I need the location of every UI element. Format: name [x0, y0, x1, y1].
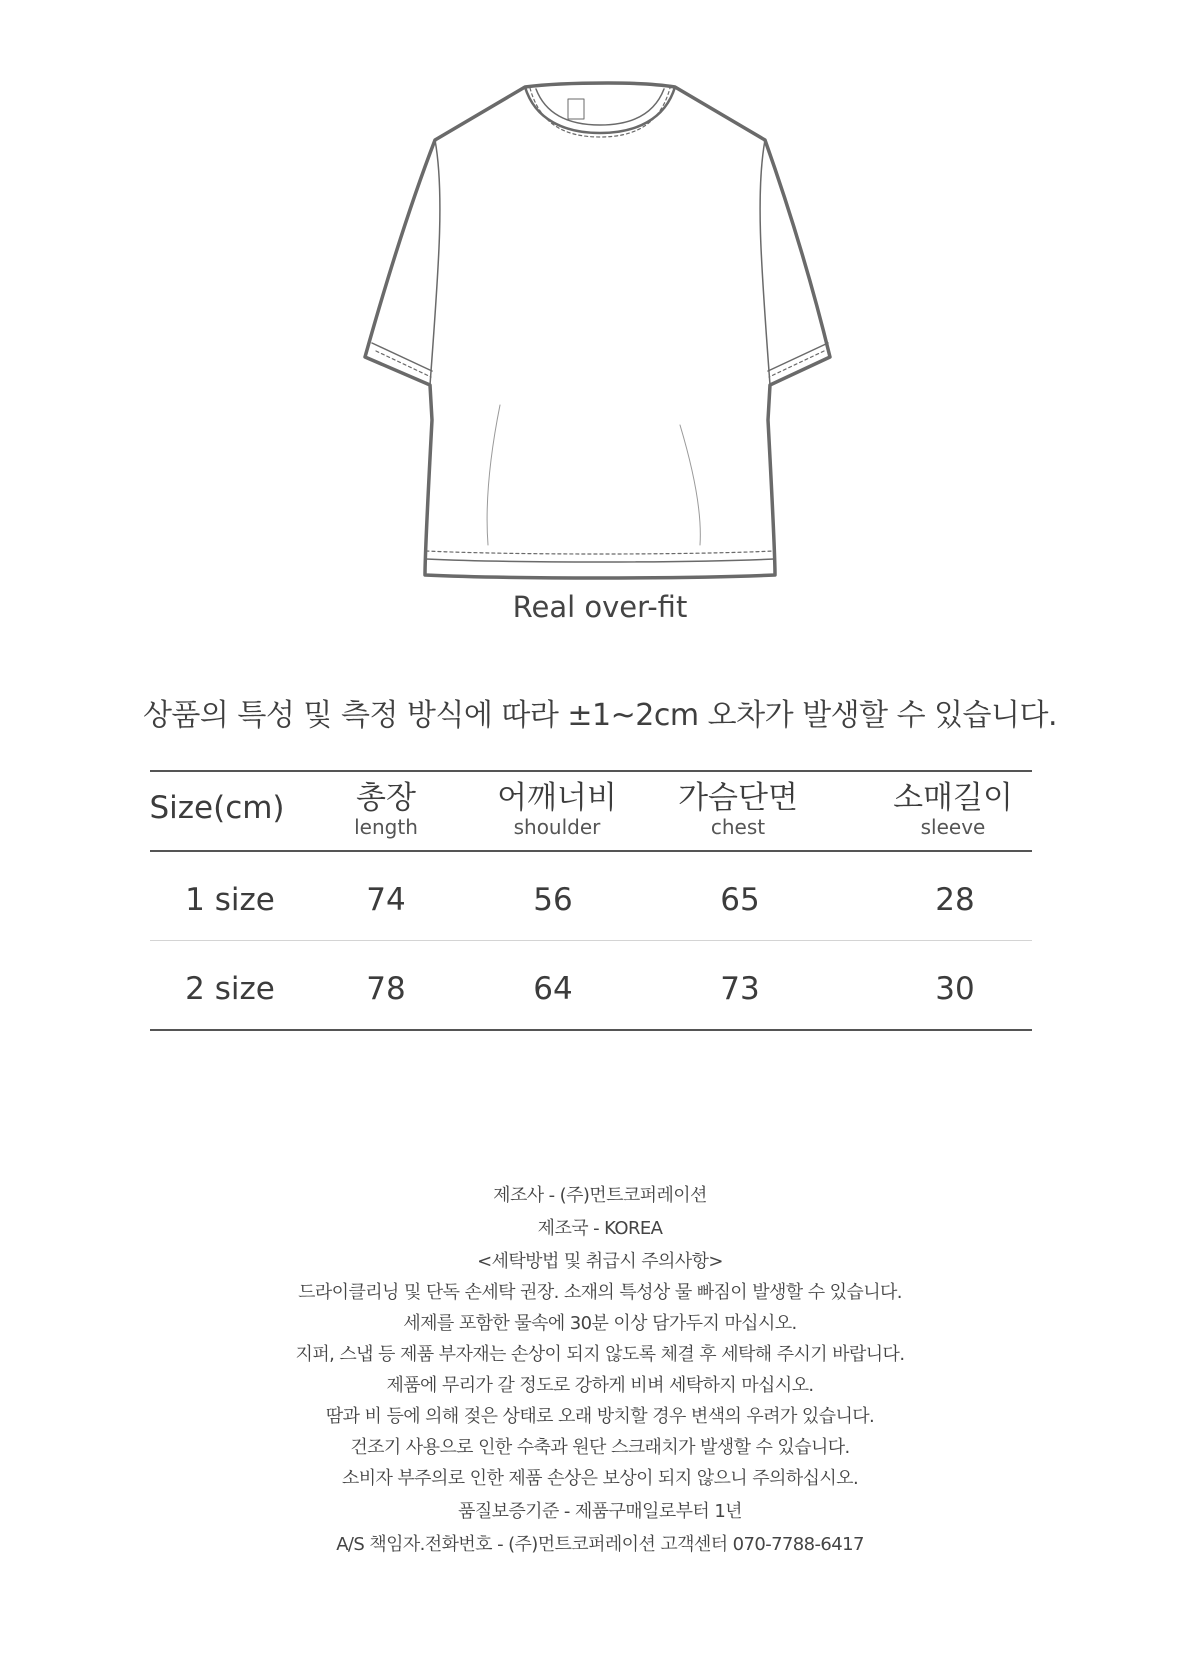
- manufacturer-text: 제조사 - (주)먼트코퍼레이션: [493, 1185, 707, 1206]
- length-cell: 78: [366, 971, 406, 1007]
- sleeve-header-ko: 소매길이: [893, 780, 1013, 816]
- measurement-notice: 상품의 특성 및 측정 방식에 따라 ±1~2cm 오차가 발생할 수 있습니다.: [142, 698, 1058, 733]
- shoulder-header-en: shoulder: [513, 815, 601, 839]
- table-row: [150, 941, 1032, 1029]
- table-header-row: [150, 772, 1032, 850]
- care-line: 세제를 포함한 물속에 30분 이상 담가두지 마십시오.: [403, 1313, 797, 1334]
- size-cell: 1 size: [185, 882, 275, 918]
- country-text: 제조국 - KOREA: [537, 1218, 663, 1239]
- chest-header: [678, 772, 798, 838]
- chest-header-en: chest: [710, 815, 766, 839]
- chest-header-ko: 가슴단면: [678, 780, 798, 816]
- length-cell: 74: [366, 882, 406, 918]
- fit-caption: Real over-fit: [512, 590, 688, 624]
- sleeve-header: [893, 772, 1013, 838]
- care-line: 지퍼, 스냅 등 제품 부자재는 손상이 되지 않도록 체결 후 세탁해 주시기 바랍니다.: [295, 1344, 905, 1365]
- care-line: 소비자 부주의로 인한 제품 손상은 보상이 되지 않으니 주의하십시오.: [341, 1468, 859, 1489]
- length-header-en: length: [354, 815, 418, 839]
- table-bottom-rule: [150, 1029, 1032, 1031]
- length-header-ko: 총장: [356, 780, 416, 816]
- as-contact-text: A/S 책임자.전화번호 - (주)먼트코퍼레이션 고객센터 070-7788-6417: [336, 1534, 864, 1555]
- sleeve-cell: 30: [935, 971, 975, 1007]
- care-line: 드라이클리닝 및 단독 손세탁 권장. 소재의 특성상 물 빠짐이 발생할 수 있습니다.: [298, 1282, 902, 1303]
- shoulder-header-ko: 어깨너비: [497, 780, 617, 816]
- chest-cell: 65: [720, 882, 760, 918]
- care-line: 건조기 사용으로 인한 수축과 원단 스크래치가 발생할 수 있습니다.: [350, 1437, 850, 1458]
- size-table: [150, 770, 1032, 1031]
- product-info-footer: [0, 1180, 1200, 1560]
- sleeve-cell: 28: [935, 882, 975, 918]
- size-header: Size(cm): [149, 790, 285, 826]
- care-line: 땀과 비 등에 의해 젖은 상태로 오래 방치할 경우 변색의 우려가 있습니다.: [325, 1406, 875, 1427]
- sleeve-header-en: sleeve: [920, 815, 986, 839]
- care-line: 제품에 무리가 갈 정도로 강하게 비벼 세탁하지 마십시오.: [386, 1375, 814, 1396]
- chest-cell: 73: [720, 971, 760, 1007]
- shoulder-header: [497, 772, 617, 838]
- shoulder-cell: 64: [533, 971, 573, 1007]
- shoulder-cell: 56: [533, 882, 573, 918]
- table-row: [150, 852, 1032, 940]
- care-title: <세탁방법 및 취급시 주의사항>: [477, 1251, 723, 1272]
- warranty-text: 품질보증기준 - 제품구매일로부터 1년: [458, 1501, 742, 1522]
- length-header: [354, 772, 418, 838]
- size-cell: 2 size: [185, 971, 275, 1007]
- tshirt-illustration: [350, 75, 850, 595]
